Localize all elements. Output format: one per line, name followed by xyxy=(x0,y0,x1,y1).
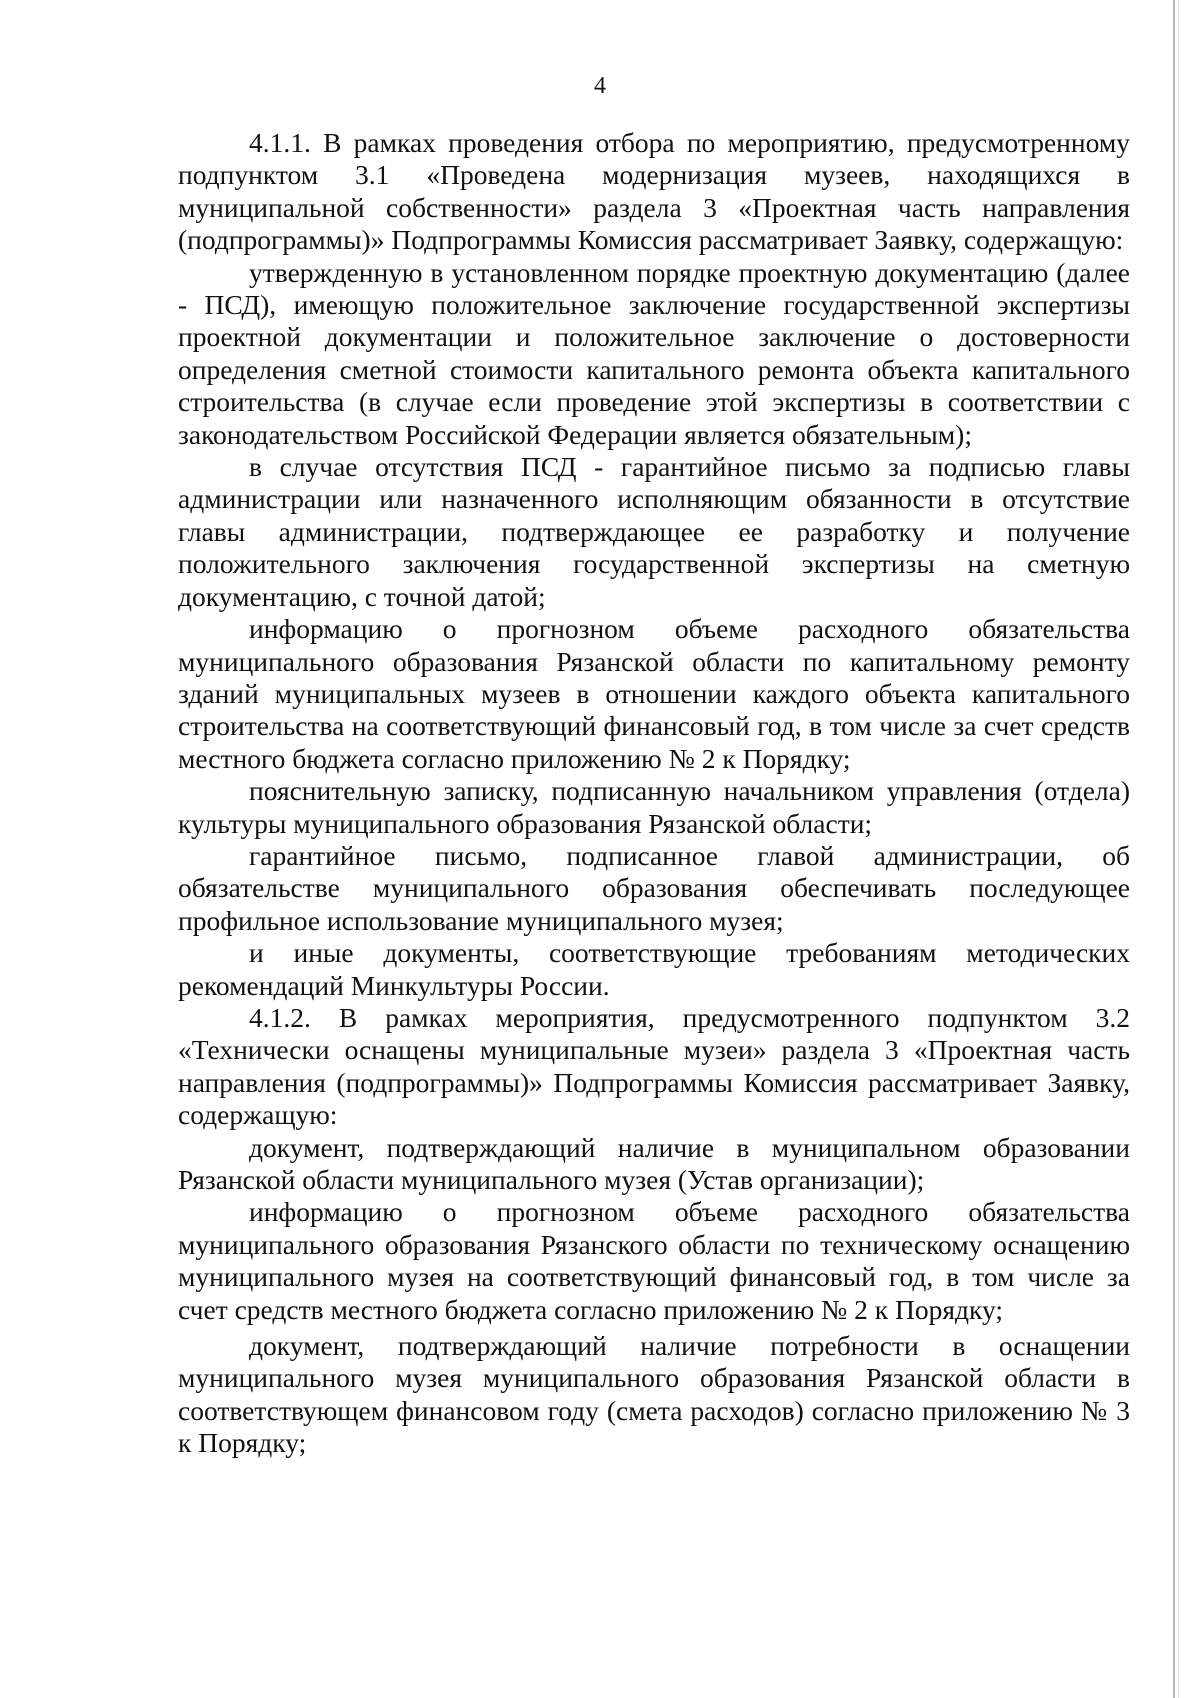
list-item-forecast-info-equipment: информацию о прогнозном объеме расходного обязательства муниципального образования Рязанского области по техническому оснащению муниципального музея на соответствующий финансовый год, в том числе за счет средств местного бюджета согласно приложению № 2 к Порядку; xyxy=(178,1196,1130,1325)
list-item-guarantee-letter-usage: гарантийное письмо, подписанное главой администрации, об обязательстве муниципального образования обеспечивать последующее профильное использование муниципального музея; xyxy=(178,839,1130,936)
scan-edge-line xyxy=(1173,0,1175,1698)
list-item-need-document: документ, подтверждающий наличие потребности в оснащении муниципального музея муниципального образования Рязанской области в соответствующем финансовом году (смета расходов) согласно приложению № 3 к Порядку; xyxy=(178,1330,1130,1459)
list-item-museum-document: документ, подтверждающий наличие в муниципальном образовании Рязанской области муниципального музея (Устав организации); xyxy=(178,1131,1130,1195)
list-item-guarantee-letter-no-psd: в случае отсутствия ПСД - гарантийное письмо за подписью главы администрации или назначенного исполняющим обязанности в отсутствие главы администрации, подтверждающее ее разработку и получение положительного заключения государственной экспертизы на сметную документацию, с точной датой; xyxy=(178,451,1130,612)
list-item-psd: утвержденную в установленном порядке проектную документацию (далее - ПСД), имеющую положительное заключение государственной экспертизы проектной документации и положительное заключение о достоверности определения сметной стоимости капитального ремонта объекта капитального строительства (в случае если проведение этой экспертизы в соответствии с законодательством Российской Федерации является обязательным); xyxy=(178,256,1130,450)
document-body xyxy=(178,127,1130,1460)
page-number: 4 xyxy=(594,73,606,99)
paragraph-4-1-2: 4.1.2. В рамках мероприятия, предусмотренного подпунктом 3.2 «Технически оснащены муниципальные музеи» раздела 3 «Проектная часть направления (подпрограммы)» Подпрограммы Комиссия рассматривает Заявку, содержащую: xyxy=(178,1001,1130,1131)
list-item-other-documents: и иные документы, соответствующие требованиям методических рекомендаций Минкультуры России. xyxy=(178,937,1130,1001)
paragraph-4-1-1: 4.1.1. В рамках проведения отбора по мероприятию, предусмотренному подпунктом 3.1 «Проведена модернизация музеев, находящихся в муниципальной собственности» раздела 3 «Проектная часть направления (подпрограммы)» Подпрограммы Комиссия рассматривает Заявку, содержащую: xyxy=(178,127,1130,256)
list-item-explanatory-note: пояснительную записку, подписанную начальником управления (отдела) культуры муниципального образования Рязанской области; xyxy=(178,775,1130,839)
scan-edge-line-faint xyxy=(1178,0,1179,1698)
list-item-forecast-info: информацию о прогнозном объеме расходного обязательства муниципального образования Рязанской области по капитальному ремонту зданий муниципальных музеев в отношении каждого объекта капитального строительства на соответствующий финансовый год, в том числе за счет средств местного бюджета согласно приложению № 2 к Порядку; xyxy=(178,613,1130,774)
